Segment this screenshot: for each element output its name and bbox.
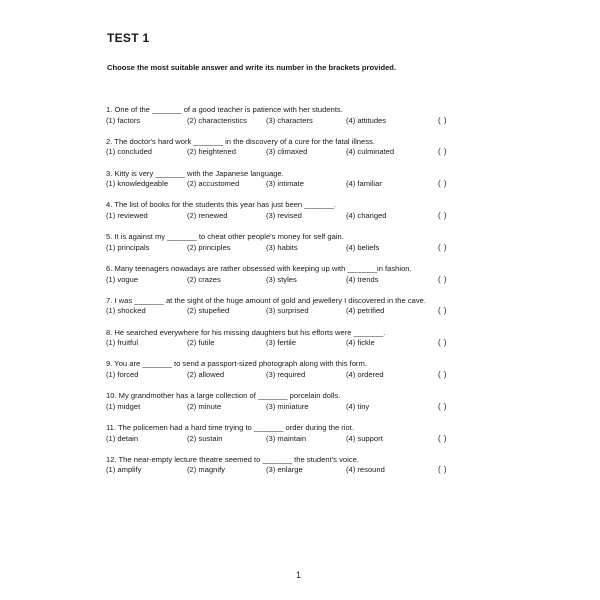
answer-option: (2) accustomed xyxy=(187,179,240,189)
question-item xyxy=(106,423,486,455)
answer-options xyxy=(106,370,486,381)
answer-option: (1) factors xyxy=(106,115,141,125)
answer-option: (4) resound xyxy=(346,465,385,475)
question-text: 3. Kitty is very _______ with the Japanese language. xyxy=(106,168,284,178)
question-text: 1. One of the _______ of a good teacher is patience with her students. xyxy=(106,105,343,114)
answer-brackets[interactable]: ( ) xyxy=(438,242,448,252)
answer-brackets[interactable]: ( ) xyxy=(438,338,448,348)
answer-options xyxy=(106,338,486,349)
question-item xyxy=(106,455,486,487)
answer-option: (4) petrified xyxy=(346,306,385,316)
question-text: 8. He searched everywhere for his missing daughters but his efforts were _______. xyxy=(106,327,386,337)
answer-option: (3) maintain xyxy=(266,433,307,443)
page-number: 1 xyxy=(296,570,302,580)
answer-option: (3) styles xyxy=(266,274,297,284)
question-text: 11. The policemen had a hard time trying to _______ order during the riot. xyxy=(106,422,354,432)
answer-brackets[interactable]: ( ) xyxy=(438,179,448,189)
question-text: 9. You are _______ to send a passport-sized photograph along with this form. xyxy=(106,359,367,369)
question-text: 5. It is against my _______ to cheat other people's money for self gain. xyxy=(106,232,344,242)
answer-brackets[interactable]: ( ) xyxy=(438,369,448,379)
answer-option: (2) characteristics xyxy=(187,115,247,125)
answer-option: (3) revised xyxy=(266,210,302,220)
answer-option: (3) intimate xyxy=(266,179,304,189)
answer-option: (3) required xyxy=(266,369,306,379)
answer-option: (1) concluded xyxy=(106,147,153,157)
answer-options xyxy=(106,434,486,445)
answer-brackets[interactable]: ( ) xyxy=(438,210,448,220)
instructions: Choose the most suitable answer and write its number in the brackets provided. xyxy=(107,63,397,72)
answer-options xyxy=(106,147,486,158)
question-item xyxy=(106,359,486,391)
answer-option: (1) principals xyxy=(106,242,150,252)
question-text: 6. Many teenagers nowadays are rather obsessed with keeping up with _______in fashion. xyxy=(106,263,412,273)
question-item xyxy=(106,296,486,328)
question-list xyxy=(106,105,486,487)
answer-option: (1) midget xyxy=(106,401,141,411)
answer-options xyxy=(106,402,486,413)
question-text: 10. My grandmother has a large collection of _______ porcelain dolls. xyxy=(106,391,341,401)
question-item xyxy=(106,105,486,137)
answer-option: (2) crazes xyxy=(187,274,221,284)
question-text: 4. The list of books for the students this year has just been _______. xyxy=(106,200,336,210)
answer-option: (1) reviewed xyxy=(106,210,148,220)
answer-brackets[interactable]: ( ) xyxy=(438,274,448,284)
answer-brackets[interactable]: ( ) xyxy=(438,401,448,411)
answer-option: (4) trends xyxy=(346,274,379,284)
answer-option: (3) miniature xyxy=(266,401,309,411)
answer-option: (1) knowledgeable xyxy=(106,179,169,189)
answer-option: (4) ordered xyxy=(346,369,384,379)
answer-option: (2) magnify xyxy=(187,465,225,475)
test-title: TEST 1 xyxy=(107,31,150,45)
answer-option: (2) heightened xyxy=(187,147,236,157)
answer-option: (3) habits xyxy=(266,242,298,252)
answer-option: (4) culminated xyxy=(346,147,395,157)
question-item xyxy=(106,232,486,264)
answer-option: (1) forced xyxy=(106,369,139,379)
answer-option: (1) amplify xyxy=(106,465,142,475)
answer-option: (2) stupefied xyxy=(187,306,230,316)
answer-option: (1) detain xyxy=(106,433,139,443)
question-item xyxy=(106,264,486,296)
answer-option: (4) support xyxy=(346,433,383,443)
question-text: 2. The doctor's hard work _______ in the discovery of a cure for the fatal illness. xyxy=(106,136,375,146)
answer-option: (3) climaxed xyxy=(266,147,308,157)
answer-brackets[interactable]: ( ) xyxy=(438,465,448,475)
answer-option: (1) fruitful xyxy=(106,338,139,348)
answer-option: (4) beliefs xyxy=(346,242,380,252)
answer-options xyxy=(106,465,486,476)
answer-option: (2) principles xyxy=(187,242,231,252)
answer-option: (4) attitudes xyxy=(346,115,387,125)
answer-options xyxy=(106,116,486,127)
answer-options xyxy=(106,179,486,190)
answer-option: (2) futile xyxy=(187,338,215,348)
answer-option: (2) minute xyxy=(187,401,222,411)
answer-brackets[interactable]: ( ) xyxy=(438,306,448,316)
question-item xyxy=(106,200,486,232)
answer-option: (2) sustain xyxy=(187,433,223,443)
answer-option: (4) fickle xyxy=(346,338,375,348)
answer-option: (2) allowed xyxy=(187,369,225,379)
answer-options xyxy=(106,243,486,254)
answer-option: (4) tiny xyxy=(346,401,370,411)
question-item xyxy=(106,391,486,423)
answer-option: (3) fertile xyxy=(266,338,296,348)
answer-brackets[interactable]: ( ) xyxy=(438,115,448,125)
answer-option: (1) vogue xyxy=(106,274,139,284)
question-text: 12. The near-empty lecture theatre seemed to _______ the student's voice. xyxy=(106,454,359,464)
question-item xyxy=(106,137,486,169)
answer-option: (1) shocked xyxy=(106,306,146,316)
answer-brackets[interactable]: ( ) xyxy=(438,433,448,443)
answer-option: (3) surprised xyxy=(266,306,309,316)
answer-options xyxy=(106,211,486,222)
answer-option: (2) renewed xyxy=(187,210,228,220)
answer-brackets[interactable]: ( ) xyxy=(438,147,448,157)
answer-options xyxy=(106,275,486,286)
answer-option: (3) enlarge xyxy=(266,465,303,475)
answer-options xyxy=(106,306,486,317)
answer-option: (3) characters xyxy=(266,115,313,125)
question-item xyxy=(106,328,486,360)
question-text: 7. I was _______ at the sight of the huge amount of gold and jewellery I discovered in the cave. xyxy=(106,295,426,305)
answer-option: (4) familiar xyxy=(346,179,382,189)
question-item xyxy=(106,169,486,201)
answer-option: (4) changed xyxy=(346,210,387,220)
